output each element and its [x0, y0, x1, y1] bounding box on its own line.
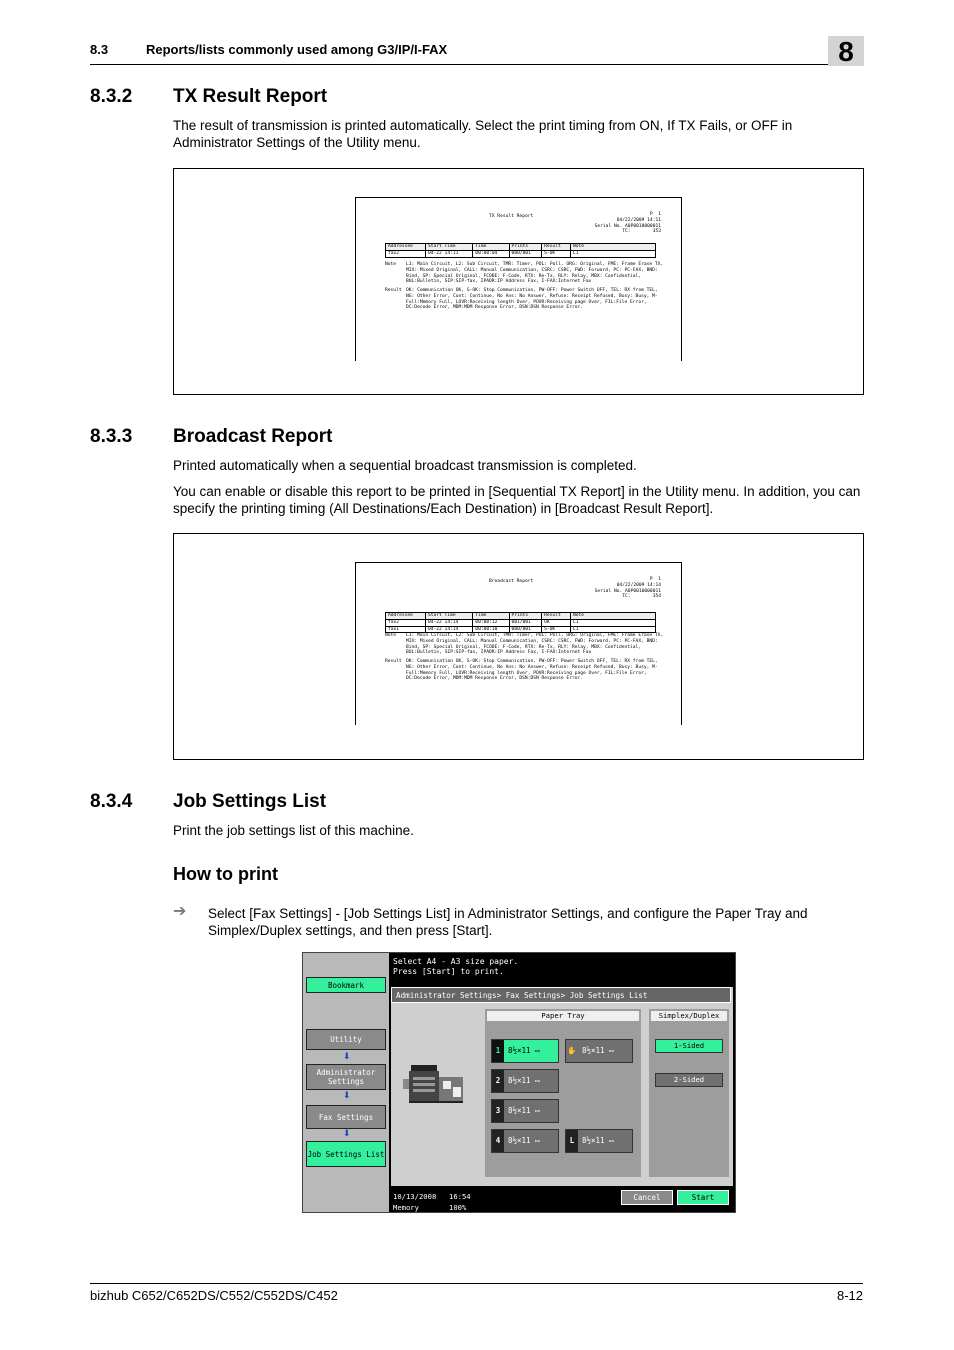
- arrow-down-icon: ⬇: [343, 1128, 351, 1138]
- report-table: [385, 612, 656, 633]
- how-to-print-heading: How to print: [173, 864, 278, 884]
- table-row: [386, 619, 656, 626]
- report-title: Broadcast Report: [489, 579, 534, 584]
- table-header: Note: [571, 613, 656, 620]
- table-header: Prints: [509, 613, 542, 620]
- message-area: Select A4 - A3 size paper. Press [Start] to print.: [393, 957, 519, 976]
- report-result-legend: [385, 659, 665, 682]
- status-time: 16:54: [449, 1192, 471, 1201]
- table-header: Time: [473, 613, 509, 620]
- report-header-info: P 1 04/22/2009 14:14 Serial No. A0P0010000011 TC: 354: [594, 577, 661, 600]
- tray-size: 8½×11 ▭: [508, 1076, 540, 1085]
- table-cell: fax2: [386, 250, 426, 257]
- section-body-broadcast-1: Printed automatically when a sequential broadcast transmission is completed.: [173, 458, 637, 473]
- tray-2-button[interactable]: [491, 1069, 559, 1093]
- status-date: 10/13/2008: [393, 1192, 437, 1201]
- broadcast-report-figure: [173, 533, 864, 760]
- hand-icon: ✋: [566, 1040, 578, 1062]
- tray-lct-button[interactable]: [565, 1129, 633, 1153]
- two-sided-button[interactable]: 2-Sided: [655, 1073, 723, 1087]
- note-text: L1: Main Circuit, L2: Sub Circuit, TMR: Timer, POL: Poll, ORG: Original, FME: Frame Erase TX, MIX: Mixed Original, CALL: Manual Communication, CSRC: CSRC, FWD: Forward, PC: PC-FAX, BND: Bind, SP: Special Original, FCODE: F-Code, RTX: Re-Tx, RLY: Relay, MBX: Confidential, BUL:Bulletin, SIP:SIP-fax, IPADR:IP Address Fax, I-FAX:Internet Fax: [406, 633, 664, 656]
- table-cell: 00:00:04: [473, 250, 509, 257]
- tray-3-button[interactable]: [491, 1099, 559, 1123]
- table-cell: fax2: [386, 619, 426, 626]
- nav-fax-settings-button[interactable]: Fax Settings: [306, 1105, 386, 1129]
- left-navigation: [303, 953, 389, 1212]
- table-header-row: [386, 244, 656, 251]
- table-header-row: [386, 613, 656, 620]
- control-panel-screen: [302, 952, 736, 1213]
- nav-job-settings-list-button[interactable]: Job Settings List: [306, 1141, 386, 1167]
- section-body-broadcast-2: You can enable or disable this report to be printed in [Sequential TX Report] in the Utility menu. In addition, you can specify the printing timing (All Destinations/Each Destination) in [Broadcast Result Report].: [173, 484, 861, 516]
- tx-report-figure: [173, 168, 864, 395]
- report-header-info: P 1 04/22/2009 14:11 Serial No. A0P0010000011 TC: 353: [594, 212, 661, 235]
- note-label: Note: [385, 262, 397, 267]
- report-result-legend: [385, 288, 665, 311]
- table-cell: 04-22 14:14: [425, 619, 472, 626]
- breadcrumb: Administrator Settings> Fax Settings> Job Settings List: [391, 987, 731, 1003]
- section-title-job: Job Settings List: [173, 791, 327, 812]
- tray-number: 2: [492, 1070, 504, 1092]
- table-cell: L1: [571, 250, 656, 257]
- paper-tray-label: Paper Tray: [487, 1011, 639, 1021]
- report-table: [385, 243, 656, 258]
- section-body-job: Print the job settings list of this machine.: [173, 823, 414, 838]
- result-label: Result: [385, 659, 402, 664]
- simplex-duplex-label: Simplex/Duplex: [651, 1011, 727, 1021]
- table-cell: L1: [571, 626, 656, 633]
- table-header: Note: [571, 244, 656, 251]
- tray-1-button[interactable]: [491, 1039, 559, 1063]
- tray-size: 8½×11 ▭: [508, 1046, 540, 1055]
- footer-rule: [90, 1283, 863, 1284]
- table-cell: 00:00:10: [473, 626, 509, 633]
- tray-number: 4: [492, 1130, 504, 1152]
- simplex-duplex-group: [649, 1009, 729, 1177]
- tx-report-page: [355, 197, 682, 361]
- machine-illustration-icon: [401, 1057, 471, 1105]
- tray-4-button[interactable]: [491, 1129, 559, 1153]
- report-note: [385, 633, 665, 656]
- broadcast-report-page: [355, 562, 682, 725]
- table-cell: 04-22 14:14: [425, 626, 472, 633]
- table-header: Result: [542, 613, 571, 620]
- header-section-title: Reports/lists commonly used among G3/IP/I-FAX: [146, 42, 448, 57]
- section-number-job: 8.3.4: [90, 791, 133, 812]
- section-title-broadcast: Broadcast Report: [173, 426, 333, 447]
- cancel-button[interactable]: Cancel: [621, 1190, 673, 1205]
- table-cell: S-OK: [542, 250, 571, 257]
- footer-model: bizhub C652/C652DS/C552/C552DS/C452: [90, 1288, 338, 1303]
- table-header: Time: [473, 244, 509, 251]
- table-cell: 000/001: [509, 250, 542, 257]
- settings-window: [391, 987, 733, 1186]
- tray-size: 8½×11 ▭: [582, 1046, 614, 1055]
- table-cell: fax1: [386, 626, 426, 633]
- note-label: Note: [385, 633, 397, 638]
- section-body-tx: The result of transmission is printed automatically. Select the print timing from ON, If TX Fails, or OFF in Administrator Settings of the Utility menu.: [173, 118, 793, 150]
- section-title-tx: TX Result Report: [173, 86, 328, 107]
- report-title: TX Result Report: [489, 214, 534, 219]
- result-text: OK: Communication OK, S-OK: Stop Communication, PW-OFF: Power Switch OFF, TEL: RX from TEL, NG: Other Error, Cont: Continue, No Ans: No Answer, Refuse: Receipt Refused, Busy: Busy, M-Full:Memory Full, LOVR:Receiving length Over, POVR:Receiving page Over, FIL:File Error, DC:Decode Error, MDM:MDM Response Error, DSN:DSN Response Error.: [406, 288, 658, 311]
- table-header: Start Time: [425, 613, 472, 620]
- table-cell: S-OK: [542, 626, 571, 633]
- table-header: Addressee: [386, 613, 426, 620]
- step-text: Select [Fax Settings] - [Job Settings List] in Administrator Settings, and configure the Paper Tray and Simplex/Duplex settings, and then press [Start].: [208, 906, 808, 938]
- table-row: [386, 626, 656, 633]
- tray-size: 8½×11 ▭: [508, 1106, 540, 1115]
- arrow-down-icon: ⬇: [343, 1090, 351, 1100]
- table-header: Addressee: [386, 244, 426, 251]
- footer-page-number: 8-12: [836, 1288, 863, 1303]
- chapter-badge: 8: [828, 36, 864, 66]
- report-note: [385, 262, 665, 285]
- table-cell: 04-22 14:11: [425, 250, 472, 257]
- note-text: L1: Main Circuit, L2: Sub Circuit, TMR: Timer, POL: Poll, ORG: Original, FME: Frame Erase TX, MIX: Mixed Original, CALL: Manual Communication, CSRC: CSRC, FWD: Forward, PC: PC-FAX, BND: Bind, SP: Special Original, FCODE: F-Code, RTX: Re-Tx, RLY: Relay, MBX: Confidential, BUL:Bulletin, SIP:SIP-fax, IPADR:IP Address Fax, I-FAX:Internet Fax: [406, 262, 664, 285]
- start-button[interactable]: Start: [677, 1190, 729, 1205]
- table-cell: 001/001: [509, 619, 542, 626]
- tray-size: 8½×11 ▭: [582, 1136, 614, 1145]
- tray-number: 1: [492, 1040, 504, 1062]
- result-label: Result: [385, 288, 402, 293]
- tray-number: 3: [492, 1100, 504, 1122]
- section-number-broadcast: 8.3.3: [90, 426, 133, 447]
- table-header: Result: [542, 244, 571, 251]
- header-rule: [90, 64, 863, 65]
- table-header: Start Time: [425, 244, 472, 251]
- table-header: Prints: [509, 244, 542, 251]
- nav-administrator-settings-button[interactable]: Administrator Settings: [306, 1064, 386, 1090]
- status-memory-label: Memory: [393, 1203, 419, 1212]
- nav-utility-button[interactable]: Utility: [306, 1029, 386, 1050]
- bookmark-button[interactable]: Bookmark: [306, 977, 386, 993]
- table-row: [386, 250, 656, 257]
- table-cell: 000/001: [509, 626, 542, 633]
- table-cell: L1: [571, 619, 656, 626]
- result-text: OK: Communication OK, S-OK: Stop Communication, PW-OFF: Power Switch OFF, TEL: RX from TEL, NG: Other Error, Cont: Continue, No Ans: No Answer, Refuse: Receipt Refused, Busy: Busy, M-Full:Memory Full, LOVR:Receiving length Over, POVR:Receiving page Over, FIL:File Error, DC:Decode Error, MDM:MDM Response Error, DSN:DSN Response Error.: [406, 659, 658, 682]
- tray-bypass-button[interactable]: [565, 1039, 633, 1063]
- table-cell: OK: [542, 619, 571, 626]
- table-cell: 00:00:12: [473, 619, 509, 626]
- tray-number: L: [566, 1130, 578, 1152]
- section-number-tx: 8.3.2: [90, 86, 133, 107]
- one-sided-button[interactable]: 1-Sided: [655, 1039, 723, 1053]
- paper-tray-group: [485, 1009, 641, 1177]
- header-section-number: 8.3: [90, 42, 109, 57]
- tray-size: 8½×11 ▭: [508, 1136, 540, 1145]
- arrow-down-icon: ⬇: [343, 1051, 351, 1061]
- status-memory-value: 100%: [449, 1203, 467, 1212]
- step-arrow-icon: ➔: [173, 903, 187, 920]
